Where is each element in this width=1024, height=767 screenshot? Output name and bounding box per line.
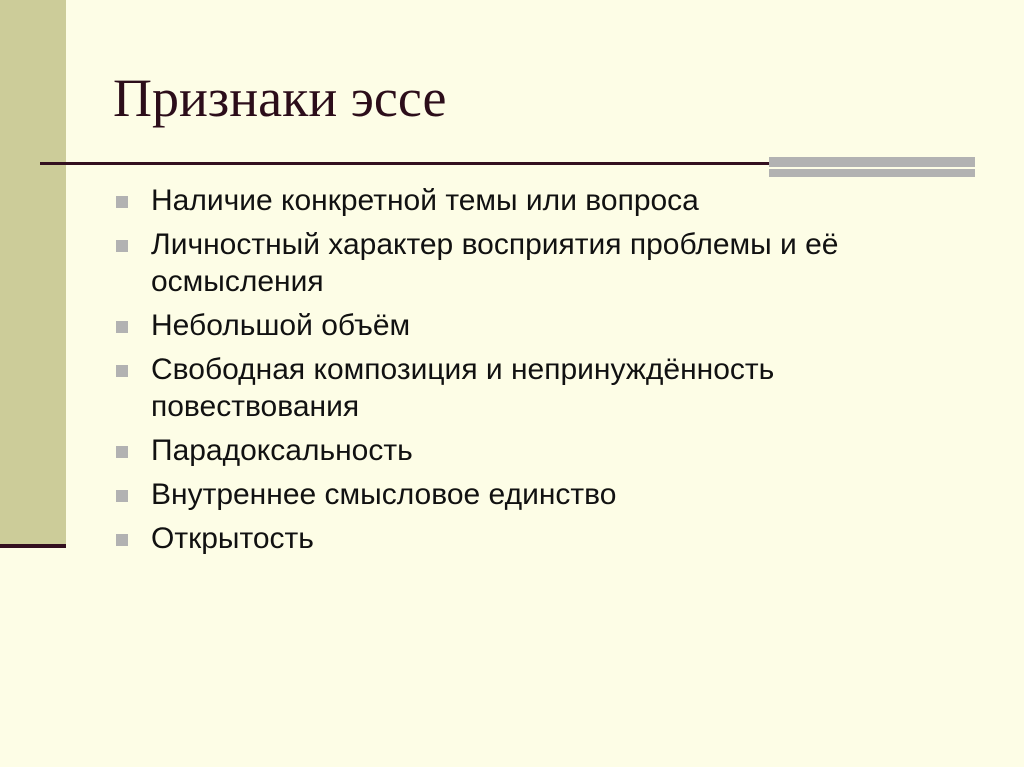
bullet-item [113,351,953,425]
bullet-list [113,182,953,564]
square-bullet-icon [116,196,128,208]
bullet-text: Наличие конкретной темы или вопроса [151,184,699,217]
bullet-item [113,226,953,300]
square-bullet-icon [116,490,128,502]
bullet-text: Открытость [151,522,314,555]
square-bullet-icon [116,365,128,377]
square-bullet-icon [116,446,128,458]
slide-title: Признаки эссе [113,68,447,128]
square-bullet-icon [116,321,128,333]
bullet-item [113,307,953,344]
bullet-text: Парадоксальность [151,434,413,467]
bullet-text: Небольшой объём [151,309,411,342]
bullet-item [113,432,953,469]
square-bullet-icon [116,240,128,252]
side-decor-bar [0,0,66,544]
side-decor-line [0,544,66,548]
bullet-text: Внутреннее смысловое единство [151,478,617,511]
bullet-text: Свободная композиция и непринуждённость повествования [151,353,775,423]
title-accent-gap [769,167,975,169]
square-bullet-icon [116,534,128,546]
bullet-text: Личностный характер восприятия проблемы и её осмысления [151,228,839,298]
bullet-item [113,476,953,513]
bullet-item [113,182,953,219]
bullet-item [113,520,953,557]
